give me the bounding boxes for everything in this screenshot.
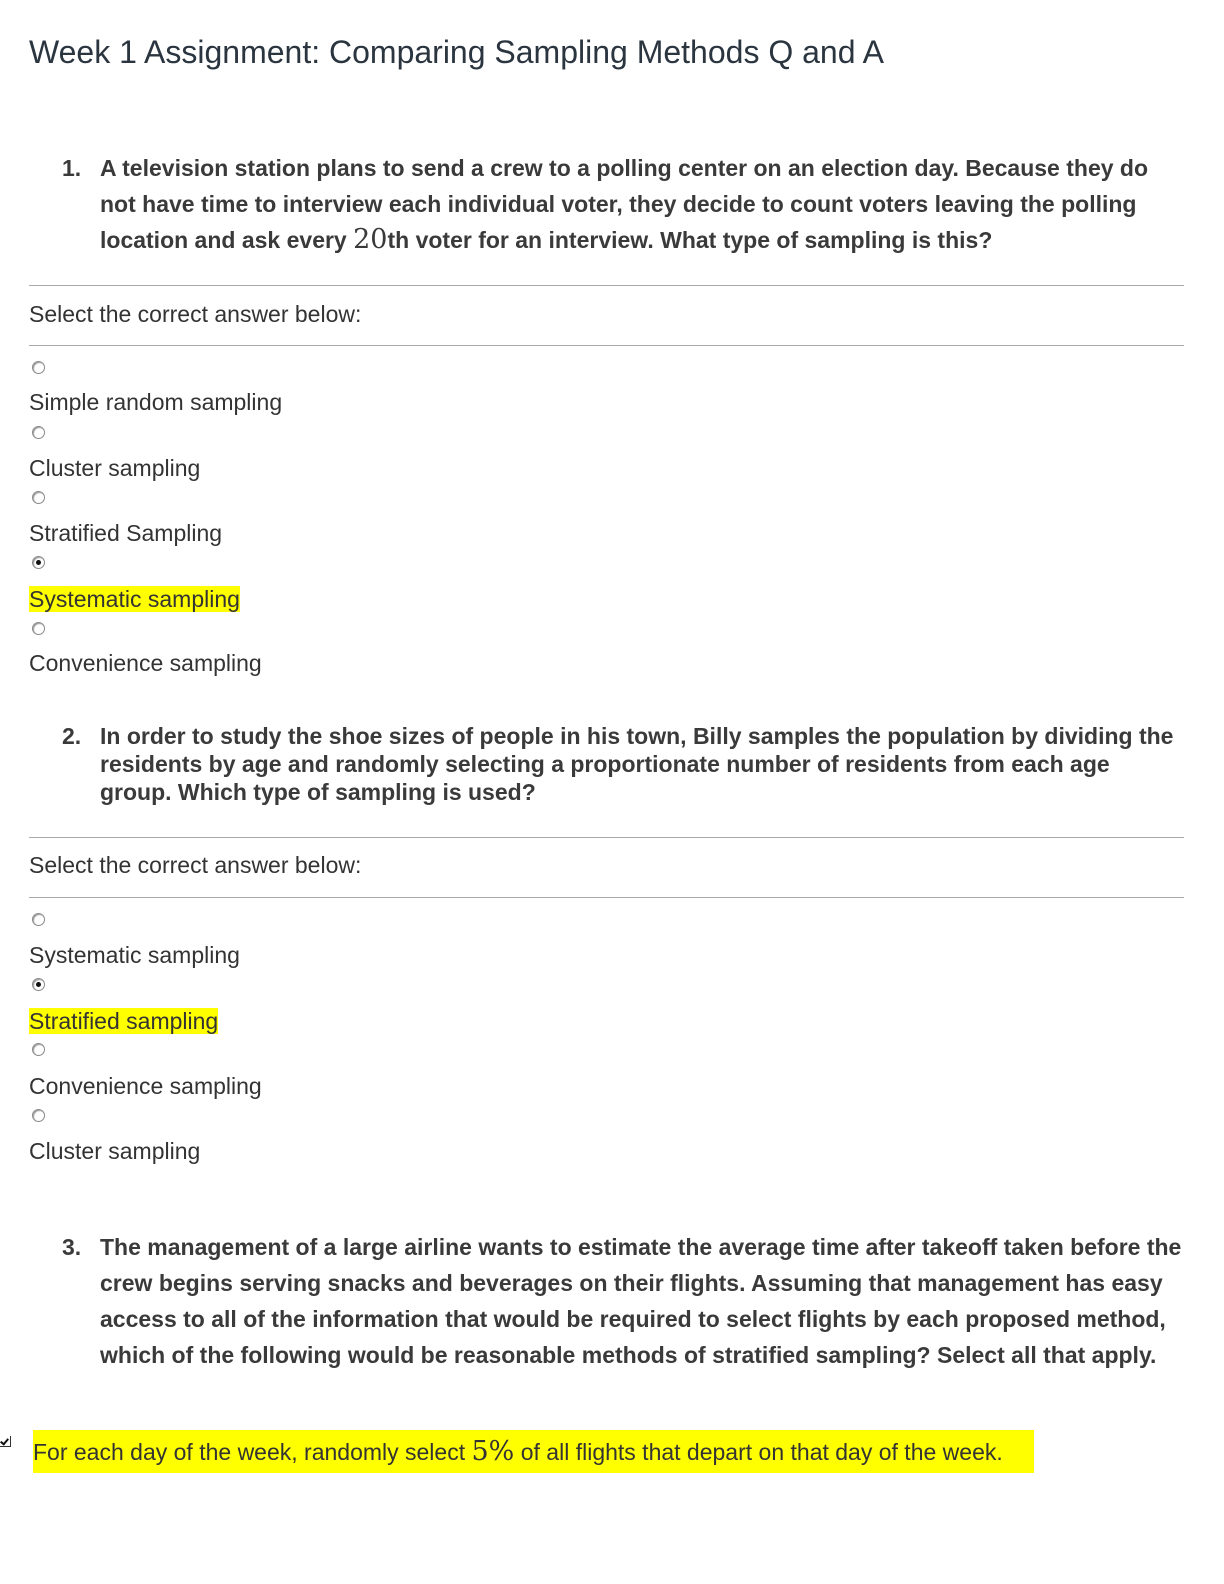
highlighted-answer: Stratified sampling bbox=[29, 1008, 219, 1034]
question-2 bbox=[62, 722, 1187, 806]
question-1 bbox=[62, 150, 1187, 258]
answer-prompt: Select the correct answer below: bbox=[29, 301, 362, 327]
question-3 bbox=[62, 1229, 1187, 1373]
answer-prompt: Select the correct answer below: bbox=[29, 852, 362, 878]
math-number: 20 bbox=[353, 224, 388, 255]
question-text-part: th voter for an interview. What type of sampling is this? bbox=[387, 227, 993, 253]
highlighted-answer: Systematic sampling bbox=[29, 586, 240, 612]
option-label: Convenience sampling bbox=[29, 650, 262, 676]
option-label-selected bbox=[29, 586, 240, 613]
radio-option-stratified[interactable] bbox=[32, 491, 45, 504]
radio-option-cluster[interactable] bbox=[32, 426, 45, 439]
question-text: The management of a large airline wants to estimate the average time after takeoff taken before the crew begins serving snacks and beverages on their flights. Assuming that management has easy access to all of the information that would be required to select flights by each proposed method, which of the following would be reasonable methods of stratified sampling? Select all that apply. bbox=[100, 1234, 1182, 1368]
option-label-selected bbox=[29, 1008, 218, 1035]
radio-option-cluster[interactable] bbox=[32, 1109, 45, 1122]
divider bbox=[29, 285, 1184, 286]
checkbox-checked-icon[interactable] bbox=[0, 1436, 11, 1447]
radio-option-convenience[interactable] bbox=[32, 1043, 45, 1056]
option-label: Convenience sampling bbox=[29, 1073, 262, 1099]
divider bbox=[29, 345, 1184, 346]
radio-option-convenience[interactable] bbox=[32, 622, 45, 635]
page-title: Week 1 Assignment: Comparing Sampling Methods Q and A bbox=[29, 34, 884, 70]
divider bbox=[29, 897, 1184, 898]
highlighted-answer bbox=[33, 1430, 1034, 1473]
radio-option-simple-random[interactable] bbox=[32, 361, 45, 374]
radio-option-stratified[interactable] bbox=[32, 978, 45, 991]
question-number: 3. bbox=[62, 1234, 82, 1260]
option-label: Simple random sampling bbox=[29, 389, 283, 415]
option-label: Systematic sampling bbox=[29, 942, 240, 968]
math-percent: 5% bbox=[471, 1436, 515, 1467]
divider bbox=[29, 837, 1184, 838]
radio-option-systematic[interactable] bbox=[32, 913, 45, 926]
answer-text-part: of all flights that depart on that day of the week. bbox=[514, 1439, 1003, 1465]
answer-text-part: For each day of the week, randomly select bbox=[33, 1439, 472, 1465]
question-text: In order to study the shoe sizes of people in his town, Billy samples the population by dividing the residents by age and randomly selecting a proportionate number of residents from each age group. Which type of sampling is used? bbox=[100, 723, 1174, 805]
option-label: Cluster sampling bbox=[29, 455, 201, 481]
option-label: Stratified Sampling bbox=[29, 520, 223, 546]
question-number: 2. bbox=[62, 723, 82, 749]
option-label: Cluster sampling bbox=[29, 1138, 201, 1164]
question-text bbox=[100, 150, 1187, 258]
radio-option-systematic[interactable] bbox=[32, 556, 45, 569]
question-number: 1. bbox=[62, 155, 82, 181]
question-text-part: A television station plans to send a crew to a polling center on an election day. Because they do not have time to interview each individual voter, they decide to count voters leaving the polling location and ask every bbox=[100, 155, 1149, 253]
